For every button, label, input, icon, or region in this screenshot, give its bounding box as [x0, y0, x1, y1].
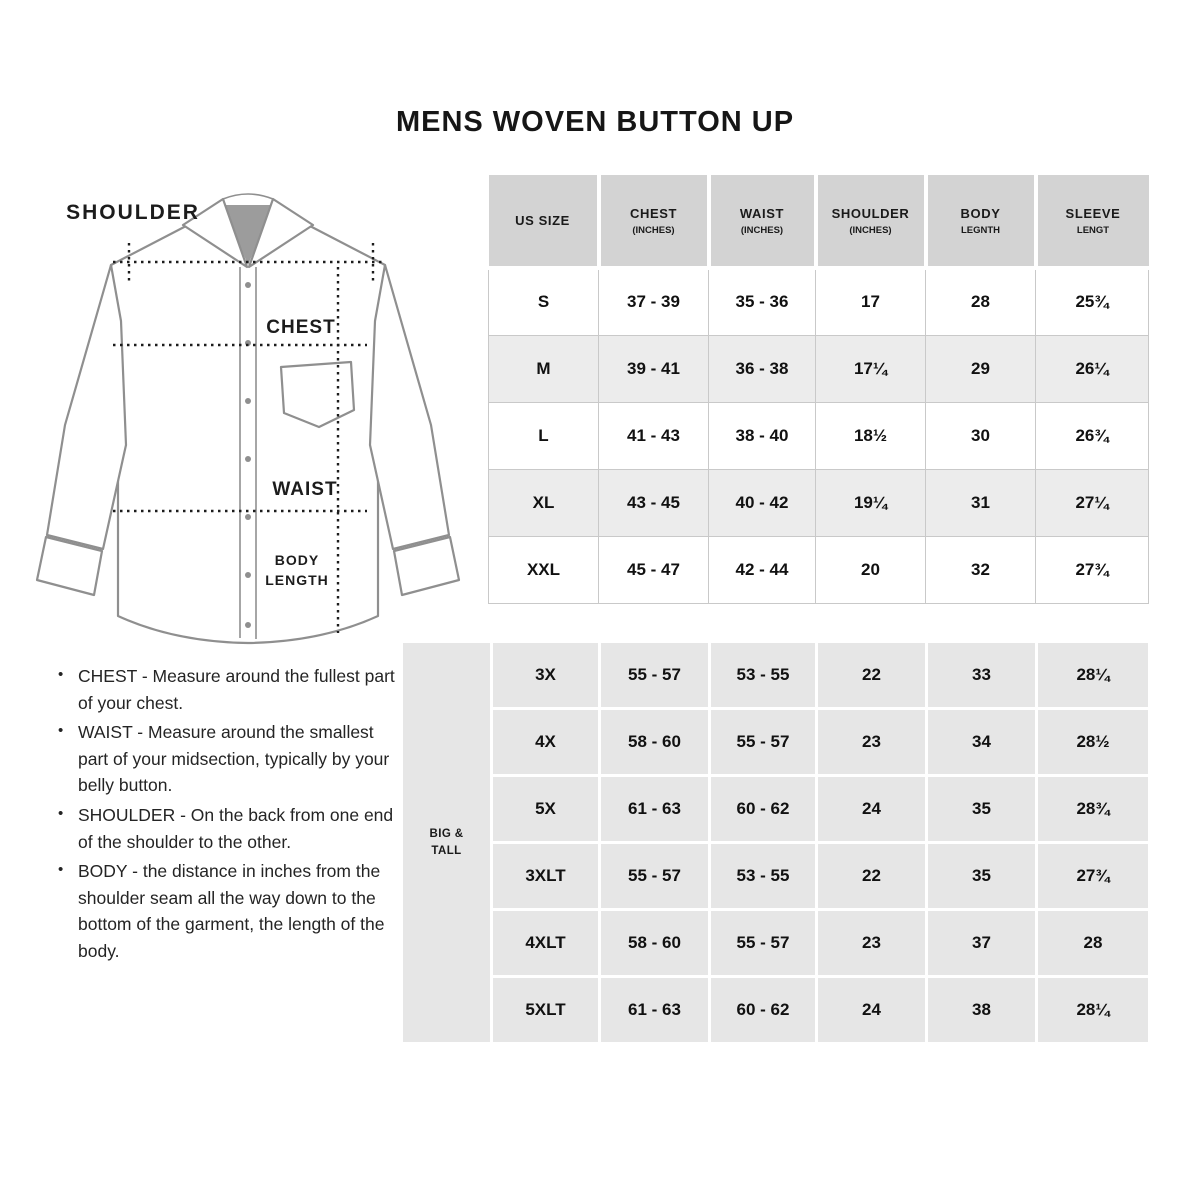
cell-shoulder: 22 [817, 642, 927, 709]
cell-size: 3X [492, 642, 600, 709]
cell-body_length: 35 [927, 843, 1037, 910]
cell-waist: 40 - 42 [709, 469, 816, 536]
cell-body_length: 37 [927, 910, 1037, 977]
cell-body_length: 32 [926, 536, 1036, 603]
size-table-bigtall [400, 640, 1151, 1045]
cell-size: XXL [489, 536, 599, 603]
cell-chest: 43 - 45 [599, 469, 709, 536]
cell-waist: 60 - 62 [710, 776, 817, 843]
header-cell-chest: CHEST (INCHES) [599, 175, 709, 268]
page-title: MENS WOVEN BUTTON UP [395, 106, 795, 138]
cell-shoulder: 17 [816, 268, 926, 335]
measurement-notes [55, 663, 395, 968]
size-table-bigtall-body [402, 642, 1150, 1044]
cell-sleeve_length: 27¾ [1037, 843, 1150, 910]
header-cell-waist: WAIST (INCHES) [709, 175, 816, 268]
cell-sleeve_length: 27¼ [1036, 469, 1149, 536]
size-row-3x [402, 642, 1150, 709]
cell-size: L [489, 402, 599, 469]
size-row-4xlt [402, 910, 1150, 977]
size-row-s [489, 268, 1149, 335]
cell-chest: 58 - 60 [600, 910, 710, 977]
cell-sleeve_length: 28¼ [1037, 977, 1150, 1044]
cell-sleeve_length: 28¼ [1037, 642, 1150, 709]
size-row-xl [489, 469, 1149, 536]
cell-size: 4X [492, 709, 600, 776]
cell-chest: 61 - 63 [600, 776, 710, 843]
size-table-regular-body [489, 268, 1149, 603]
cell-shoulder: 18½ [816, 402, 926, 469]
size-table-header-row [489, 175, 1149, 268]
size-row-3xlt [402, 843, 1150, 910]
cell-waist: 55 - 57 [710, 709, 817, 776]
cell-body_length: 35 [927, 776, 1037, 843]
size-row-5xlt [402, 977, 1150, 1044]
size-row-4x [402, 709, 1150, 776]
chest-label: CHEST [266, 317, 336, 338]
cell-sleeve_length: 25¾ [1036, 268, 1149, 335]
shoulder-label: SHOULDER [66, 201, 200, 224]
header-cell-us-size: US SIZE [489, 175, 599, 268]
cell-shoulder: 23 [817, 910, 927, 977]
note-item: • BODY - the distance in inches from the shoulder seam all the way down to the bottom of the garment, the length of the body. [55, 858, 395, 964]
size-row-xxl [489, 536, 1149, 603]
cell-shoulder: 17¼ [816, 335, 926, 402]
size-row-m [489, 335, 1149, 402]
cell-size: 4XLT [492, 910, 600, 977]
cell-sleeve_length: 27¾ [1036, 536, 1149, 603]
cell-waist: 53 - 55 [710, 642, 817, 709]
cell-waist: 53 - 55 [710, 843, 817, 910]
cell-size: S [489, 268, 599, 335]
cell-waist: 60 - 62 [710, 977, 817, 1044]
cell-chest: 58 - 60 [600, 709, 710, 776]
cell-size: 5XLT [492, 977, 600, 1044]
body-length-label-line2: LENGTH [265, 572, 329, 588]
cell-sleeve_length: 26¾ [1036, 402, 1149, 469]
header-cell-shoulder: SHOULDER (INCHES) [816, 175, 926, 268]
note-item: • CHEST - Measure around the fullest part of your chest. [55, 663, 395, 716]
cell-size: M [489, 335, 599, 402]
cell-waist: 55 - 57 [710, 910, 817, 977]
note-item: • SHOULDER - On the back from one end of the shoulder to the other. [55, 802, 395, 855]
shirt-left-sleeve [47, 265, 126, 549]
size-row-5x [402, 776, 1150, 843]
cell-shoulder: 20 [816, 536, 926, 603]
cell-size: XL [489, 469, 599, 536]
cell-size: 3XLT [492, 843, 600, 910]
cell-waist: 36 - 38 [709, 335, 816, 402]
cell-body_length: 29 [926, 335, 1036, 402]
cell-body_length: 30 [926, 402, 1036, 469]
cell-chest: 45 - 47 [599, 536, 709, 603]
cell-shoulder: 24 [817, 776, 927, 843]
cell-body_length: 28 [926, 268, 1036, 335]
big-tall-label-cell: BIG & TALL [402, 642, 492, 1044]
cell-sleeve_length: 28½ [1037, 709, 1150, 776]
cell-chest: 55 - 57 [600, 642, 710, 709]
cell-waist: 35 - 36 [709, 268, 816, 335]
cell-sleeve_length: 26¼ [1036, 335, 1149, 402]
cell-chest: 41 - 43 [599, 402, 709, 469]
shirt-right-sleeve [370, 265, 449, 549]
collar-back-line [223, 194, 273, 199]
cell-shoulder: 24 [817, 977, 927, 1044]
size-table-regular [488, 175, 1149, 604]
waist-label: WAIST [272, 479, 338, 500]
cell-chest: 55 - 57 [600, 843, 710, 910]
cell-chest: 37 - 39 [599, 268, 709, 335]
cell-body_length: 34 [927, 709, 1037, 776]
cell-chest: 39 - 41 [599, 335, 709, 402]
header-cell-sleeve: SLEEVE LENGT [1036, 175, 1149, 268]
cell-body_length: 38 [927, 977, 1037, 1044]
cell-waist: 42 - 44 [709, 536, 816, 603]
cell-shoulder: 19¼ [816, 469, 926, 536]
header-cell-body: BODY LEGNTH [926, 175, 1036, 268]
cell-sleeve_length: 28 [1037, 910, 1150, 977]
note-item: • WAIST - Measure around the smallest part of your midsection, typically by your belly button. [55, 719, 395, 799]
cell-size: 5X [492, 776, 600, 843]
cell-chest: 61 - 63 [600, 977, 710, 1044]
size-row-l [489, 402, 1149, 469]
body-length-label-line1: BODY [274, 552, 320, 568]
cell-shoulder: 22 [817, 843, 927, 910]
cell-waist: 38 - 40 [709, 402, 816, 469]
cell-body_length: 33 [927, 642, 1037, 709]
cell-shoulder: 23 [817, 709, 927, 776]
cell-sleeve_length: 28¾ [1037, 776, 1150, 843]
shirt-diagram [33, 183, 503, 653]
cell-body_length: 31 [926, 469, 1036, 536]
